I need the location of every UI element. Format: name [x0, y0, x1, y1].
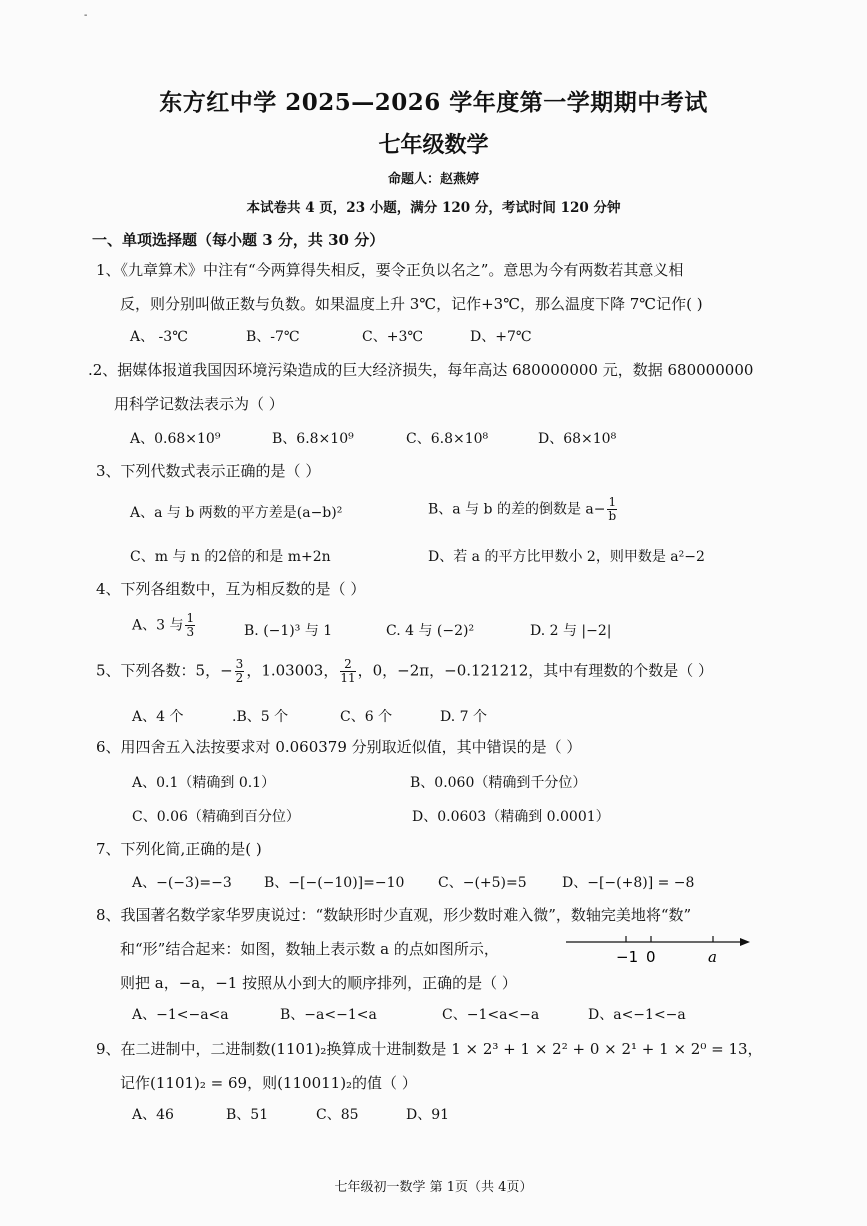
q3-option-a[interactable]: A、a 与 b 两数的平方差是(a−b)²	[130, 505, 343, 521]
q6-option-d[interactable]: D、0.0603（精确到 0.0001）	[412, 809, 610, 825]
subject-title: 七年级数学	[378, 132, 489, 158]
exam-info: 本试卷共 4 页，23 小题，满分 120 分，考试时间 120 分钟	[246, 200, 621, 216]
question-3	[96, 454, 796, 488]
q3-option-d[interactable]: D、若 a 的平方比甲数小 2，则甲数是 a²−2	[428, 549, 705, 565]
q4-line1: 4、下列各组数中，互为相反数的是（ ）	[96, 580, 366, 598]
corner-mark: -	[84, 10, 88, 21]
q7-line1: 7、下列化简,正确的是( )	[96, 840, 262, 858]
question-4	[96, 572, 796, 606]
option-c[interactable]: C、6.8×10⁸	[406, 431, 489, 447]
minus-sign: −	[220, 661, 233, 680]
option-d[interactable]: D、a<−1<−a	[588, 1007, 686, 1023]
arrow-head-icon	[740, 938, 750, 946]
question-6	[96, 730, 796, 764]
q9-line1: 9、在二进制中，二进制数(1101)₂换算成十进制数是 1 × 2³ + 1 × 2² + 0 × 2¹ + 1 × 2⁰ = 13，	[96, 1040, 763, 1058]
fraction-numerator: 1	[186, 611, 195, 625]
question-5	[96, 658, 796, 685]
q9-line2: 记作(1101)₂ = 69，则(110011)₂的值（ ）	[120, 1074, 417, 1092]
q2-line1: .2、据媒体报道我国因环境污染造成的巨大经济损失，每年高达 680000000 元，数据 680000000	[88, 361, 754, 379]
question-2	[88, 353, 788, 421]
label-minus-one: −1	[616, 948, 639, 966]
option-d[interactable]: D、68×10⁸	[538, 431, 617, 447]
fraction-numerator: 1	[608, 495, 617, 509]
label-a: a	[708, 948, 717, 966]
q8-line2: 和“形”结合起来：如图，数轴上表示数 a 的点如图所示，	[120, 940, 499, 958]
q8-line1: 8、我国著名数学家华罗庚说过：“数缺形时少直观，形少数时难入微”，数轴完美地将“数”	[96, 906, 692, 924]
option-a[interactable]: A、 -3℃	[130, 329, 188, 345]
option-c[interactable]: C、85	[316, 1107, 359, 1123]
q5-suffix: ，0，−2π，−0.121212，其中有理数的个数是（ ）	[357, 661, 714, 680]
fraction	[185, 612, 195, 639]
fraction-denominator: 2	[235, 671, 244, 685]
option-b[interactable]: B、6.8×10⁹	[272, 431, 354, 447]
fraction-numerator: 3	[235, 657, 244, 671]
page-footer: 七年级初一数学 第 1页（共 4页）	[334, 1180, 533, 1195]
q2-line2: 用科学记数法表示为（ ）	[114, 395, 284, 413]
option-c[interactable]: C、+3℃	[362, 329, 424, 345]
option-d[interactable]: D. 7 个	[440, 709, 487, 725]
q3-option-c[interactable]: C、m 与 n 的2倍的和是 m+2n	[130, 549, 331, 565]
option-c[interactable]: C、6 个	[340, 709, 393, 725]
option-a[interactable]: A、−(−3)=−3	[132, 875, 232, 891]
q1-line1: 1、《九章算术》中注有“今两算得失相反，要令正负以名之”。意思为今有两数若其意义相	[96, 261, 684, 279]
option-a[interactable]: A、−1<−a<a	[132, 1007, 229, 1023]
fraction	[607, 496, 617, 523]
q4-option-d[interactable]: D. 2 与 |−2|	[530, 623, 612, 639]
q4-option-c[interactable]: C. 4 与 (−2)²	[386, 623, 475, 639]
option-d[interactable]: D、91	[406, 1107, 450, 1123]
option-a[interactable]: A、46	[132, 1107, 174, 1123]
question-7	[96, 832, 796, 866]
option-b[interactable]: B、-7℃	[246, 329, 300, 345]
q3-line1: 3、下列代数式表示正确的是（ ）	[96, 462, 321, 480]
q3-option-b-text: B、a 与 b 的差的倒数是 a−	[428, 501, 606, 518]
option-c[interactable]: C、−1<a<−a	[442, 1007, 540, 1023]
exam-title: 东方红中学 2025—2026 学年度第一学期期中考试	[159, 89, 708, 116]
fraction-denominator: 11	[340, 671, 356, 685]
q4-option-b[interactable]: B. (−1)³ 与 1	[244, 623, 333, 639]
question-9	[96, 1032, 796, 1100]
q4-option-a[interactable]	[132, 612, 197, 639]
option-d[interactable]: D、+7℃	[470, 329, 532, 345]
q6-option-c[interactable]: C、0.06（精确到百分位）	[132, 809, 300, 825]
option-b[interactable]: B、−a<−1<a	[280, 1007, 377, 1023]
section-heading: 一、单项选择题（每小题 3 分，共 30 分）	[92, 231, 385, 249]
fraction-denominator: 3	[186, 625, 195, 639]
q5-mid: ，1.03003，	[246, 661, 339, 680]
q5-prefix: 5、下列各数：5，	[96, 661, 221, 680]
fraction	[340, 658, 355, 685]
question-1	[96, 253, 796, 321]
q1-line2: 反，则分别叫做正数与负数。如果温度上升 3℃，记作+3℃，那么温度下降 7℃记作( )	[120, 295, 703, 313]
q6-option-a[interactable]: A、0.1（精确到 0.1）	[132, 775, 276, 791]
fraction-numerator: 2	[340, 658, 355, 672]
q3-option-b[interactable]	[428, 496, 619, 523]
number-line-figure	[566, 930, 750, 970]
author-line: 命题人：赵燕婷	[387, 172, 479, 187]
option-d[interactable]: D、−[−(+8)] = −8	[562, 875, 695, 891]
fraction-denominator: b	[608, 509, 617, 523]
option-c[interactable]: C、−(+5)=5	[438, 875, 527, 891]
option-a[interactable]: A、4 个	[132, 709, 184, 725]
option-a[interactable]: A、0.68×10⁹	[130, 431, 221, 447]
q4-option-a-text: A、3 与	[132, 617, 184, 634]
option-b[interactable]: .B、5 个	[232, 709, 289, 725]
q6-line1: 6、用四舍五入法按要求对 0.060379 分别取近似值，其中错误的是（ ）	[96, 738, 582, 756]
label-zero: 0	[646, 948, 656, 966]
option-b[interactable]: B、51	[226, 1107, 269, 1123]
q8-line3: 则把 a，−a，−1 按照从小到大的顺序排列，正确的是（ ）	[120, 974, 517, 992]
q6-option-b[interactable]: B、0.060（精确到千分位）	[410, 775, 587, 791]
option-b[interactable]: B、−[−(−10)]=−10	[264, 875, 405, 891]
fraction	[235, 658, 245, 685]
